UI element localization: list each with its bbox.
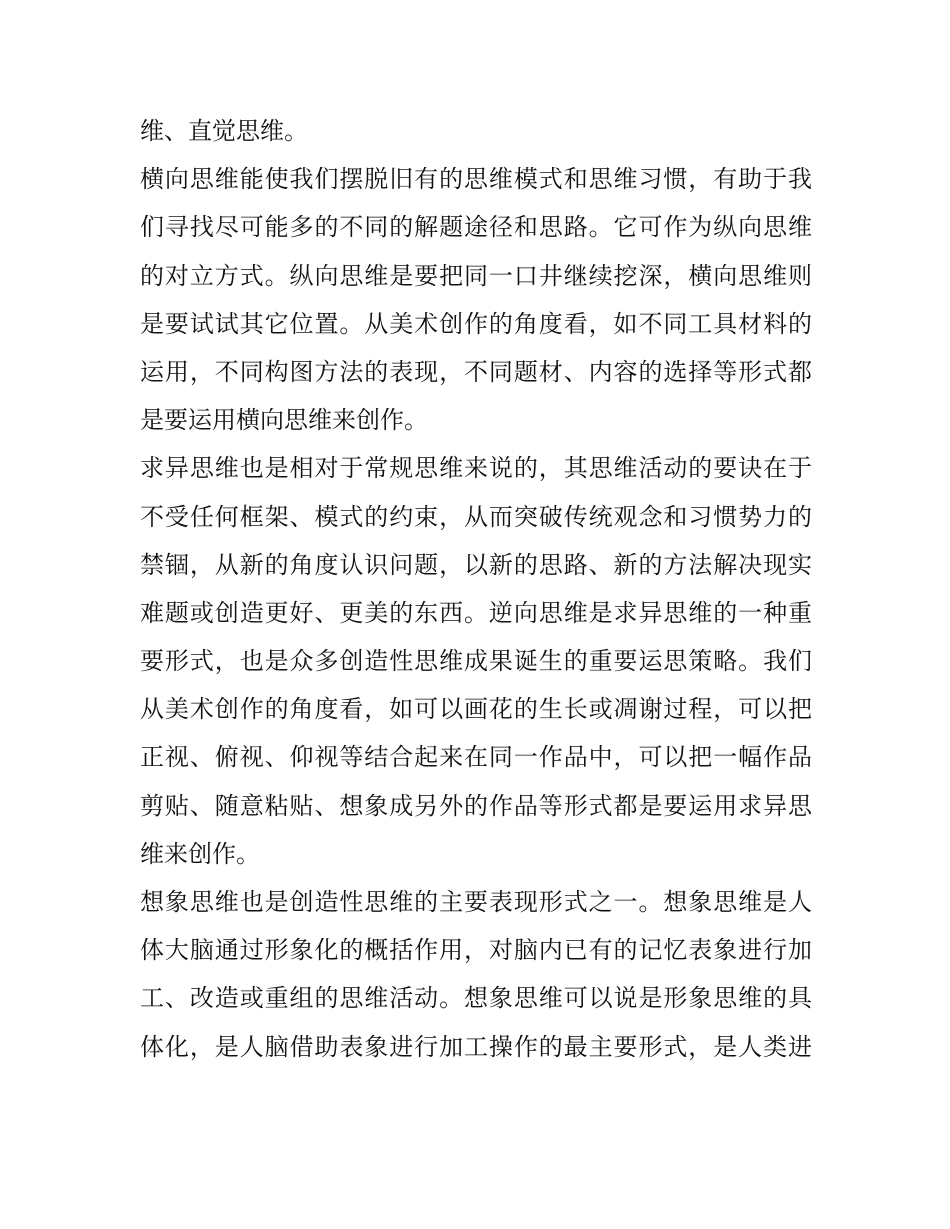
paragraph	[140, 107, 812, 155]
text-line: 工、改造或重组的思维活动。想象思维可以说是形象思维的具	[140, 984, 812, 1013]
text-line: 从美术创作的角度看，如可以画花的生长或凋谢过程，可以把	[140, 695, 812, 724]
text-line: 的对立方式。纵向思维是要把同一口井继续挖深，横向思维则	[140, 261, 812, 290]
text-line: 是要试试其它位置。从美术创作的角度看，如不同工具材料的	[140, 309, 812, 338]
document-body	[140, 107, 812, 1071]
paragraph	[140, 878, 812, 1071]
text-line: 求异思维也是相对于常规思维来说的，其思维活动的要诀在于	[140, 454, 812, 483]
text-line: 是要运用横向思维来创作。	[140, 406, 428, 435]
text-line: 体大脑通过形象化的概括作用，对脑内已有的记忆表象进行加	[140, 936, 812, 965]
text-line: 运用，不同构图方法的表现，不同题材、内容的选择等形式都	[140, 357, 812, 386]
text-line: 剪贴、随意粘贴、想象成另外的作品等形式都是要运用求异思	[140, 791, 812, 820]
paragraph	[140, 155, 812, 444]
text-line: 不受任何框架、模式的约束，从而突破传统观念和习惯势力的	[140, 502, 812, 531]
paragraph	[140, 444, 812, 878]
text-line: 维来创作。	[140, 839, 260, 868]
text-line: 禁锢，从新的角度认识问题，以新的思路、新的方法解决现实	[140, 550, 812, 579]
text-line: 正视、俯视、仰视等结合起来在同一作品中，可以把一幅作品	[140, 743, 812, 772]
text-line: 要形式，也是众多创造性思维成果诞生的重要运思策略。我们	[140, 647, 812, 676]
text-line: 想象思维也是创造性思维的主要表现形式之一。想象思维是人	[140, 888, 812, 916]
text-line: 体化，是人脑借助表象进行加工操作的最主要形式，是人类进	[140, 1032, 812, 1061]
text-line: 横向思维能使我们摆脱旧有的思维模式和思维习惯，有助于我	[140, 165, 812, 194]
text-line: 维、直觉思维。	[140, 117, 308, 145]
text-line: 难题或创造更好、更美的东西。逆向思维是求异思维的一种重	[140, 598, 812, 627]
text-line: 们寻找尽可能多的不同的解题途径和思路。它可作为纵向思维	[140, 213, 812, 242]
